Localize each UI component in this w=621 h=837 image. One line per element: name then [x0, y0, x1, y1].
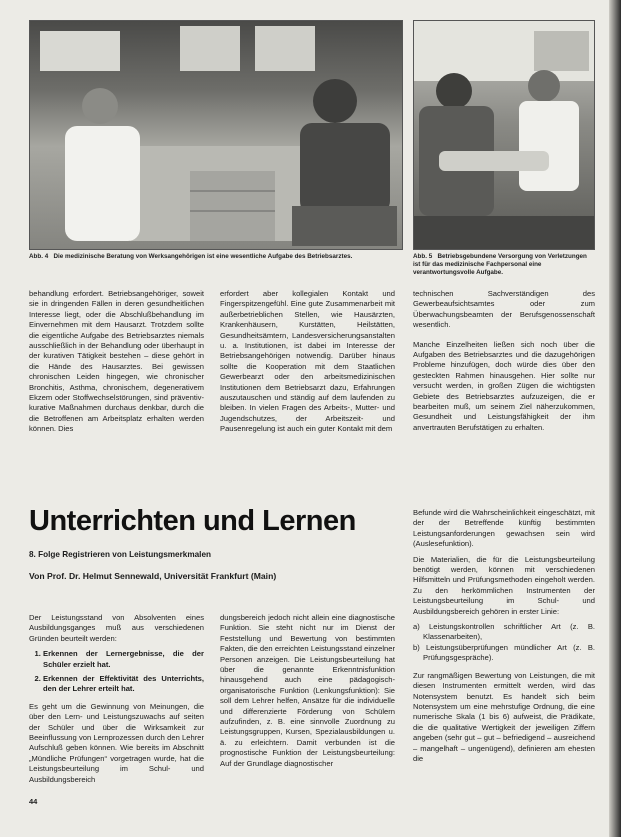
- numbered-list: [29, 649, 204, 695]
- list-item: b) Leistungsüberprüfungen mündlicher Art (z. B. Prüfungsgespräche).: [413, 642, 595, 663]
- figure-caption: [29, 253, 401, 261]
- photo-medical-consultation: [29, 20, 403, 250]
- author-line: Von Prof. Dr. Helmut Sennewald, Universität Frankfurt (Main): [29, 571, 277, 581]
- series-line: 8. Folge Registrieren von Leistungsmerkmalen: [29, 550, 211, 559]
- text-column: [413, 508, 595, 773]
- text-column: [220, 289, 395, 444]
- paragraph: technischen Sachverständigen des Gewerbeaufsichtsamtes oder zum Überwachungsbeamten der Berufsgenossenschaft wesentlich.: [413, 289, 595, 330]
- paragraph: dungsbereich jedoch nicht allein eine diagnostische Funktion. Sie steht nicht nur im Dienst der Feststellung und Bewertung von bestimmten Fakten, die den erreichten Leistungsstand einzelner Personen anzeigen. Die Leistungsbeurteilung hat über die genannte Erkenntnisfunktion hinausgehend auch eine pädagogisch-organisatorische Funktion (Lenkungsfunktion): Sie soll dem Lehrer helfen, Ansätze für die individuelle und differenzierte Förderung von Schülern aufzufinden, z. B. eine sinnvolle Zuordnung zu Leistungsgruppen, Kursen, Spezialausbildungen u. ä. zu erleichtern. Damit verbunden ist die prognostische Funktion der Leistungsbeurteilung: Auf der Grundlage diagnostischer: [220, 613, 395, 768]
- paragraph: Befunde wird die Wahrscheinlichkeit eingeschätzt, mit der der Betreffende künftig bestimmten Leistungsanforderungen gewachsen sein wird (Auslesefunktion).: [413, 508, 595, 549]
- figure-caption: [413, 253, 595, 277]
- article-headline: Unterrichten und Lernen: [29, 505, 356, 537]
- paragraph: Der Leistungsstand von Absolventen eines Ausbildungsganges muß aus verschiedenen Gründen beurteilt werden:: [29, 613, 204, 643]
- paragraph: behandlung erfordert. Betriebsangehöriger, soweit sie in dringenden Fällen in deren gesundheitlichen Interesse liegt, oder die Abschlußbehandlung im Einvernehmen mit dem Hausarzt. Trotzdem sollte die eigentliche Aufgabe des Betriebsarztes niemals ausschließlich in der Behandlung oder überhaupt in der kurativen Tätigkeit bestehen – diese gehört in die Hände des Hausarztes. Bei gewissen chronischen Leiden hingegen, wie chronischer Bronchitis, Asthma, chronischem, degenerativem Ekzem oder Stoffwechselstörungen, sind präventiv-kurative Maßnahmen durchaus denkbar, durch die die Betroffenen am Arbeitsplatz erhalten werden können. Dies: [29, 289, 204, 434]
- page-edge-shadow: [609, 0, 621, 837]
- caption-text: Betriebsgebundene Versorgung von Verletzungen ist für das medizinische Fachpersonal eine verantwortungsvolle Aufgabe.: [413, 253, 587, 276]
- text-column: [29, 613, 204, 794]
- paragraph: Zur rangmäßigen Bewertung von Leistungen, die mit diesen Instrumenten ermittelt werden, wird das Notensystem benutzt. Es handelt sich beim Notensystem um eine mehrstufige Ordnung, die eine numerische Skala (1 bis 6) aufweist, die Prädikate, die die qualitative Wertigkeit der jeweiligen Ziffern angeben (sehr gut – gut – befriedigend – ausreichend – mangelhaft – ungenügend), definieren am ehesten die: [413, 670, 595, 763]
- paragraph: Es geht um die Gewinnung von Meinungen, die über den Lern- und Leistungszuwachs auf seiten der Schüler und über die Wirksamkeit zur Beeinflussung von Lernprozessen durch den Lehrer Aufschluß geben können. Wie bereits im Abschnitt „Mündliche Prüfungen“ vorgetragen wurde, hat die Leistungsbeurteilung im Schul- und Ausbildungsbereich: [29, 701, 204, 784]
- text-column: [29, 289, 204, 444]
- page-number: 44: [29, 797, 38, 806]
- photo-injury-care: [413, 20, 595, 250]
- text-column: [413, 289, 595, 442]
- lettered-list: [413, 622, 595, 664]
- caption-label: Abb. 4: [29, 253, 49, 260]
- paragraph: erfordert aber kollegialen Kontakt und Fingerspitzengefühl. Eine gute Zusammenarbeit mit außerbetrieblichen Stellen, wie Hausärzten, Krankenhäusern, Kurstätten, Heilstätten, Gesundheitsämtern, Landesversicherungsanstalten u. a. Institutionen, ist dabei im Interesse der Betriebsangehörigen notwendig. Darüber hinaus sollte die Kooperation mit dem Staatlichen Gewerbearzt oder den arbeitsmedizinischen Institutionen dem Betriebsarzt dazu, Erfahrungen auszutauschen und ständig auf dem laufenden zu bleiben. In vielen Fragen des Arbeits-, Mutter- und Jugendschutzes, der Arbeitszeit- und Pausenregelung ist auch ein guter Kontakt mit dem: [220, 289, 395, 434]
- list-item: 1. Erkennen der Lernergebnisse, die der Schüler erzielt hat.: [43, 649, 204, 670]
- caption-label: Abb. 5: [413, 253, 433, 260]
- paragraph: Manche Einzelheiten ließen sich noch über die Aufgaben des Betriebsarztes und die dazugehörigen Probleme hinzufügen, doch würde dies über den gesteckten Rahmen hinausgehen. Hier sollte nur versucht werden, in großen Zügen die wichtigsten Gebiete des Betriebsarztes aufzuzeigen, die er bearbeiten muß, um seinem Ziel näherzukommen, Gesundheit und Leistungsfähigkeit der ihm anvertrauten Berufstätigen zu erhalten.: [413, 339, 595, 432]
- caption-text: Die medizinische Beratung von Werksangehörigen ist eine wesentliche Aufgabe des Betriebsarztes.: [53, 253, 353, 260]
- list-item: 2. Erkennen der Effektivität des Unterrichts, den der Lehrer erteilt hat.: [43, 674, 204, 695]
- paragraph: Die Materialien, die für die Leistungsbeurteilung benötigt werden, können mit verschiedenen Hilfsmitteln und Prüfungsmethoden eingeholt werden. Zu den herkömmlichen Instrumenten der Leistungsbeurteilung im Schul- und Ausbildungsbereich gehören in erster Linie:: [413, 554, 595, 616]
- list-item: a) Leistungskontrollen schriftlicher Art (z. B. Klassenarbeiten),: [413, 622, 595, 642]
- text-column: [220, 613, 395, 778]
